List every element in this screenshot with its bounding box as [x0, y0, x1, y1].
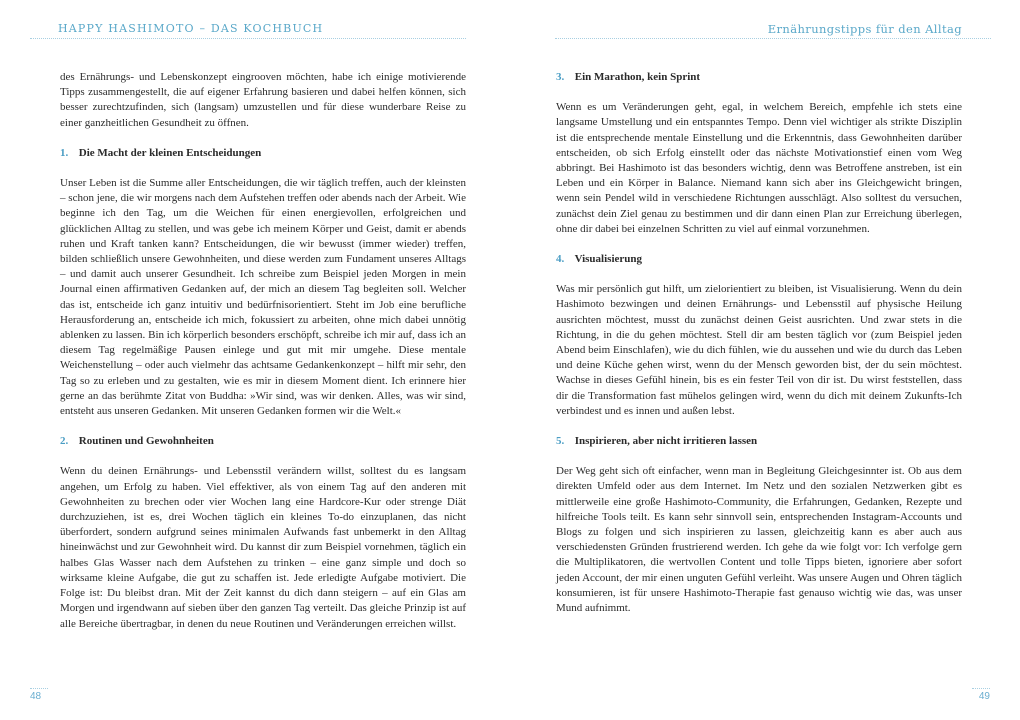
running-head-left: HAPPY HASHIMOTO – DAS KOCHBUCH [58, 22, 324, 35]
section-number: 4. [556, 253, 565, 266]
section-title: Inspirieren, aber nicht irritieren lassen [574, 435, 758, 448]
section-heading-5 [556, 434, 962, 449]
header-dotted-rule [30, 38, 466, 39]
section-title: Routinen und Gewohnheiten [78, 435, 214, 448]
section-number: 2. [60, 435, 69, 448]
section-heading-3 [556, 70, 962, 85]
section-body-2: Wenn du deinen Ernährungs- und Lebensstil verändern willst, solltest du es langsam angehen, um Erfolg zu haben. Viel effektiver, als von einem Tag auf den anderen mit Gewohnheiten zu brechen oder vier Wochen lang eine Hardcore-Kur oder strenge Diät durchzuziehen, ist es, drei Wochen täglich ein kleines To-do einzuplanen, das nicht überfordert, sondern aufgrund seines minimalen Aufwands fast unbemerkt in den Alltag hineinwächst und zur Gewohnheit wird. Du kannst dir zum Beispiel vornehmen, täglich ein halbes Glas Wasser nach dem Aufstehen zu trinken – eine ganz simple und doch so wirksame kleine Aufgabe, die gut zu schaffen ist. Jede erledigte Aufgabe motiviert. Die Folge ist: Du bleibst dran. Mit der Zeit kannst du dich dann steigern – auf ein Glas am Morgen und irgendwann auf sieben über den ganzen Tag verteilt. Das gleiche Prinzip ist auf alle Bereiche übertragbar, in denen du neue Routinen und Veränderungen erreichen willst. [60, 465, 466, 630]
section-title: Visualisierung [574, 253, 643, 266]
page-number-dotted-rule [30, 688, 48, 689]
page-number-right: 49 [978, 691, 990, 702]
section-number: 3. [556, 71, 565, 83]
right-page-body [556, 70, 962, 631]
section-heading-2 [60, 434, 466, 449]
section-number: 5. [556, 435, 565, 448]
header-dotted-rule [555, 38, 991, 39]
section-number: 1. [60, 146, 69, 159]
right-page [510, 0, 1020, 720]
section-title: Die Macht der kleinen Entscheidungen [78, 146, 262, 159]
page-number-left: 48 [30, 691, 42, 702]
section-body-3: Wenn es um Veränderungen geht, egal, in welchem Bereich, empfehle ich stets eine langsame Umstellung und ein entspanntes Tempo. Denn viel wichtiger als strikte Disziplin ist die entsprechende mentale Einstellung und die Erkenntnis, dass Gewohnheiten darüber entscheiden, ob sich Erfolg einstellt oder das nächste Motivationstief einen vom Weg abbringt. Bei Hashimoto ist das besonders wichtig, denn was Betroffene anstreben, ist ein Leben und ein Körper in Balance. Niemand kann sich aber ins Gleichgewicht bringen, wenn sein Pendel wild in verschiedene Richtungen ausschlägt. Also solltest du versuchen, zunächst dein Ziel genau zu bestimmen und dir dann einen Plan zur Erreichung überlegen, ohne dir dabei bei einzelnen Schritten zu viel auf einmal vorzunehmen. [556, 101, 962, 235]
section-heading-1 [60, 146, 466, 161]
running-head-right: Ernährungstipps für den Alltag [767, 22, 962, 36]
section-body-5: Der Weg geht sich oft einfacher, wenn man in Begleitung Gleichgesinnter ist. Ob aus dem direkten Umfeld oder aus dem Internet. Im Netz und den sozialen Netzwerken gibt es mittlerweile eine große Hashimoto-Community, die Erfahrungen, Gedanken, Rezepte und hilfreiche Tools teilt. Es kann sehr sinnvoll sein, entsprechenden Instagram-Accounts und Blogs zu folgen und sich inspirieren zu lassen, gleichzeitig kann es aber auch aus verschiedensten Gründen frustrierend werden. Ich gehe da wie folgt vor: Ich verfolge gern die Multiplikatoren, die wertvollen Content und tolle Tipps bieten, ignoriere aber sofort jeden Account, der mir einen unguten Gefühl verleiht. Was unsere Augen und Ohren täglich konsumieren, ist für unsere Hashimoto-Therapie fast genauso wichtig wie das, was unser Mund aufnimmt. [556, 465, 962, 615]
section-body-1: Unser Leben ist die Summe aller Entscheidungen, die wir täglich treffen, auch der kleinsten – schon jene, die wir morgens nach dem Aufstehen treffen oder abends nach der Arbeit. Wie beginne ich den Tag, um die Weichen für einen energievollen, erfolgreichen und glücklichen Alltag zu stellen, und was gebe ich meinem Körper und Geist, damit er abends ruhen und Kraft tanken kann? Entscheidungen, die wir bewusst (immer wieder) treffen, bilden schließlich unsere Gewohnheiten, und diese werden zum Fundament unseres Alltags – und damit auch unserer Gesundheit. Ich schreibe zum Beispiel jeden Morgen in mein Journal einen affirmativen Gedanken auf, der mich an diesem Tag begleiten soll. Welcher das ist, entscheide ich ganz intuitiv und bedürfnisorientiert. Steht im Job eine berufliche Herausforderung an, entscheide ich mich, fokussiert zu arbeiten, ohne mich dabei unnötig ablenken zu lassen. Bin ich körperlich besonders erschöpft, schreibe ich mir auf, dass ich an diesem Tag regelmäßige Pausen einlege und gut mit mir umgehe. Diese mentale Weichenstellung – oder auch vielmehr das achtsame Gedankenkonzept – hilft mir sehr, den Tag so zu erleben und zu gestalten, wie es mir in diesem Moment dient. Ich erinnere hier gerne an das berühmte Zitat von Buddha: »Wir sind, was wir denken. Alles, was wir sind, entsteht aus unseren Gedanken. Mit unseren Gedanken formen wir die Welt.« [60, 177, 466, 418]
left-page-body [60, 70, 466, 647]
intro-paragraph: des Ernährungs- und Lebenskonzept eingrooven möchten, habe ich einige motivierende Tipps zusammengestellt, die auf eigener Erfahrung basieren und dabei helfen können, sich besser zurechtzufinden, sich (langsam) umzustellen und für diese wunderbare Reise zu einer ganzheitlichen Gesundheit zu öffnen. [60, 71, 466, 129]
section-body-4: Was mir persönlich gut hilft, um zielorientiert zu bleiben, ist Visualisierung. Wenn du dein Hashimoto bezwingen und deinen Ernährungs- und Lebensstil auf physische Heilung ausrichten möchtest, musst du zunächst deinen Geist ausrichten. Und zwar stets in die Richtung, in die du gehen möchtest. Stell dir am besten täglich vor (zum Beispiel jeden Abend beim Einschlafen), wie du dich fühlen, wie du aussehen und wie du durch das Leben und deine Küche gehen wirst, wenn du der Mensch geworden bist, der du sein möchtest. Wachse in dieses Gefühl hinein, bis es ein fester Teil von dir ist. Du wirst feststellen, dass dir die Transformation fast mühelos gelingen wird, wenn du dich mit deinem Zukunfts-Ich verbindest und es innen und außen lebst. [556, 283, 962, 417]
section-title: Ein Marathon, kein Sprint [574, 71, 701, 83]
section-heading-4 [556, 252, 962, 267]
page-number-dotted-rule [972, 688, 990, 689]
